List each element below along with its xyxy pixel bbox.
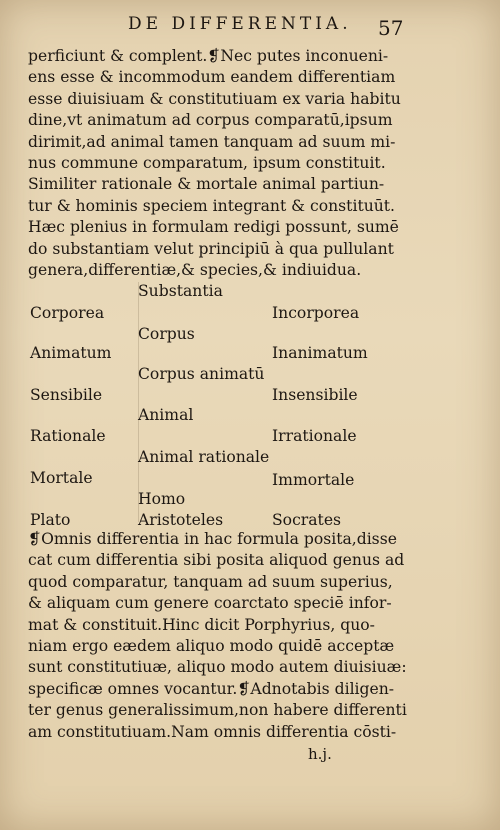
text-line: Similiter rationale & mortale animal partiun- — [28, 175, 385, 194]
text-line: specificæ omnes vocantur.❡Adnotabis diligen- — [28, 679, 395, 698]
text-line: ens esse & incommodum eandem differentiam — [28, 68, 396, 87]
text-line: dirimit,ad animal tamen tanquam ad suum mi- — [28, 132, 396, 151]
tree-node-corpus-animatum: Corpus animatū — [138, 365, 265, 383]
signature-mark: h.j. — [308, 745, 332, 763]
tree-node-immortale: Immortale — [272, 471, 355, 489]
text-line: genera,differentiæ,& species,& indiuidua. — [28, 261, 362, 280]
tree-node-plato: Plato — [30, 511, 71, 529]
porphyrian-tree — [0, 282, 500, 532]
text-line: sunt constitutiuæ, aliquo modo autem diuisiuæ: — [28, 658, 407, 677]
text-line: ❡Omnis differentia in hac formula posita,disse — [28, 530, 397, 548]
running-title: DE DIFFERENTIA. — [128, 14, 352, 34]
page-number: 57 — [378, 16, 404, 40]
tree-node-sensibile: Sensibile — [30, 386, 103, 404]
text-line: am constitutiuam.Nam omnis differentia cōsti- — [28, 722, 397, 741]
text-line: dine,vt animatum ad corpus comparatū,ipsum — [28, 111, 393, 130]
text-line: nus commune comparatum, ipsum constituit. — [28, 154, 386, 173]
tree-node-animal: Animal — [138, 406, 194, 424]
text-line: tur & hominis speciem integrant & constituūt. — [28, 196, 396, 215]
tree-node-insensibile: Insensibile — [272, 386, 358, 404]
tree-node-mortale: Mortale — [30, 469, 93, 487]
tree-node-animal-rationale: Animal rationale — [138, 448, 270, 466]
text-line: quod comparatur, tanquam ad suum superius, — [28, 572, 393, 591]
tree-node-aristoteles: Aristoteles — [138, 511, 224, 529]
tree-node-animatum: Animatum — [30, 344, 112, 362]
tree-node-incorporea: Incorporea — [272, 304, 360, 322]
paragraph-1 — [28, 46, 478, 281]
tree-node-substantia: Substantia — [138, 282, 223, 300]
text-line: mat & constituit.Hinc dicit Porphyrius, quo- — [28, 615, 375, 634]
tree-node-corporea: Corporea — [30, 304, 105, 322]
text-line: Hæc plenius in formulam redigi possunt, sumē — [28, 218, 399, 237]
text-line: esse diuisiuam & constitutiuam ex varia habitu — [28, 89, 401, 108]
tree-node-corpus: Corpus — [138, 325, 195, 343]
tree-node-socrates: Socrates — [272, 511, 342, 529]
text-line: & aliquam cum genere coarctato speciē infor- — [28, 594, 392, 613]
text-line: niam ergo eædem aliquo modo quidē acceptæ — [28, 637, 395, 656]
tree-node-rationale: Rationale — [30, 427, 106, 445]
text-line: cat cum differentia sibi posita aliquod genus ad — [28, 551, 405, 570]
text-line: ter genus generalissimum,non habere differenti — [28, 701, 407, 720]
tree-node-homo: Homo — [138, 490, 186, 508]
text-line: perficiunt & complent.❡Nec putes inconueni- — [28, 47, 389, 65]
tree-node-inanimatum: Inanimatum — [272, 344, 368, 362]
paragraph-2 — [28, 529, 478, 743]
text-line: do substantiam velut principiū à qua pullulant — [28, 239, 394, 258]
tree-node-irrationale: Irrationale — [272, 427, 357, 445]
